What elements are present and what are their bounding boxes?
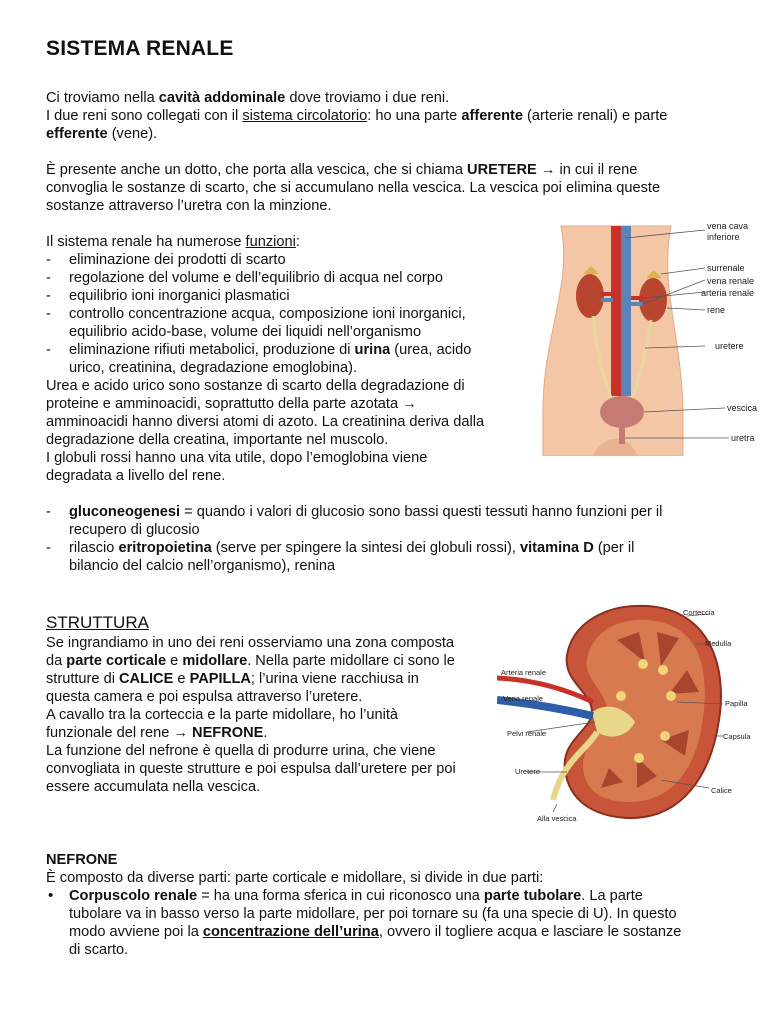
label-pelvi-renale: Pelvi renale xyxy=(507,729,547,738)
label-vena-renale: Vena renale xyxy=(503,694,544,703)
struttura-heading: STRUTTURA xyxy=(46,613,149,632)
label-medulla: Medulla xyxy=(705,639,732,648)
label-vena-cava-1: vena cava xyxy=(707,221,749,231)
uretere-paragraph: È presente anche un dotto, che porta alla vescica, che si chiama URETERE → in cui il rene convoglia le sostanze di scarto, che si accumulano nella vescica. La vescica poi elimina queste sostanze attraverso l’uretra con la minzione. xyxy=(46,162,661,214)
label-corteccia: Corteccia xyxy=(683,608,715,617)
label-uretere: uretere xyxy=(715,341,744,351)
label-rene: rene xyxy=(707,305,726,315)
list-item: - gluconeogenesi = quando i valori di glucosio sono bassi questi tessuti hanno funzioni per il recupero di glucosio xyxy=(46,503,726,539)
label-calice: Calice xyxy=(711,786,732,795)
list-item: - regolazione del volume e dell’equilibrio di acqua nel corpo xyxy=(46,269,516,287)
label-papilla: Papilla xyxy=(725,699,748,708)
label-vena-cava-2: inferiore xyxy=(707,232,740,242)
intro-paragraph: Ci troviamo nella cavità addominale dove troviamo i due reni. I due reni sono collegati con il sistema circolatorio: ho una parte afferente (arterie renali) e parte efferente (vene). xyxy=(46,90,668,142)
label-vescica: vescica xyxy=(727,403,758,413)
extra-functions xyxy=(46,503,726,575)
label-uretra: uretra xyxy=(731,433,755,443)
label-vena-renale: vena renale xyxy=(707,276,755,286)
kidney-section-figure xyxy=(497,600,765,826)
struttura-paragraph: Se ingrandiamo in uno dei reni osserviamo una zona composta da parte corticale e midollare. Nella parte midollare ci sono le strutture di CALICE e PAPILLA; l’urina viene racchiusa in questa camera e poi espulsa attraverso l’uretere. A cavallo tra la corteccia e la parte midollare, ho l’unità funzionale del rene → NEFRONE. La funzione del nefrone è quella di produrre urina, che viene convogliata in queste strutture e poi espulsa dall’uretere per poi essere accumulata nella vescica. xyxy=(46,635,456,795)
list-item: - eliminazione dei prodotti di scarto xyxy=(46,251,516,269)
list-item: - rilascio eritropoietina (serve per spingere la sintesi dei globuli rossi), vitamina D (per il bilancio del calcio nell’organismo), renina xyxy=(46,539,726,575)
label-uretere: Uretere xyxy=(515,767,541,776)
urinary-system-figure xyxy=(533,218,765,456)
funzioni-section: Il sistema renale ha numerose funzioni: - eliminazione dei prodotti di scarto - regolazione del volume e dell’equilibrio di acqua nel corpo - equilibrio ioni inorganici plasmatici - controllo concentrazione acqua, composizione ioni inorganici, equilibrio acido-base, volume dei liquidi nell’organismo - eliminazione rifiuti metabolici, produzione di urina (urea, acido urico, creatinina, degradazione emoglobina). Urea e acido urico sono sostanze di scarto della degradazione di proteine e amminoacidi, soprattutto della parte azotata → amminoacidi hanno diversi atomi di azoto. La creatinina deriva dalla degradazione della creatina, importante nel muscolo. I globuli rossi hanno una vita utile, dopo l’emoglobina viene degradata a livello del rene. xyxy=(46,233,516,485)
label-alla-vescica: Alla vescica xyxy=(537,814,577,823)
list-item: - equilibrio ioni inorganici plasmatici xyxy=(46,287,516,305)
page-title: SISTEMA RENALE xyxy=(46,37,234,60)
label-capsula: Capsula xyxy=(723,732,751,741)
nefrone-section: NEFRONE È composto da diverse parti: parte corticale e midollare, si divide in due parti: • Corpuscolo renale = ha una forma sferica in cui riconosco una parte tubolare. La parte tubolare va in basso verso la parte midollare, per poi tornare su (fa una specie di U). In questo modo avviene poi la concentrazione dell’urina, ovvero il togliere acqua e lasciare le sostanze di scarto. xyxy=(46,851,736,959)
list-item: - controllo concentrazione acqua, composizione ioni inorganici, equilibrio acido-base, volume dei liquidi nell’organismo xyxy=(46,305,516,341)
funzioni-list xyxy=(46,251,516,377)
label-surrenale: surrenale xyxy=(707,263,745,273)
list-item: • Corpuscolo renale = ha una forma sferica in cui riconosco una parte tubolare. La parte tubolare va in basso verso la parte midollare, per poi tornare su (fa una specie di U). In questo modo avviene poi la concentrazione dell’urina, ovvero il togliere acqua e lasciare le sostanze di scarto. xyxy=(46,887,736,959)
label-arteria-renale: Arteria renale xyxy=(501,668,547,677)
label-arteria-renale: arteria renale xyxy=(701,288,755,298)
list-item: - eliminazione rifiuti metabolici, produzione di urina (urea, acido urico, creatinina, degradazione emoglobina). xyxy=(46,341,516,377)
nefrone-heading: NEFRONE xyxy=(46,852,118,868)
